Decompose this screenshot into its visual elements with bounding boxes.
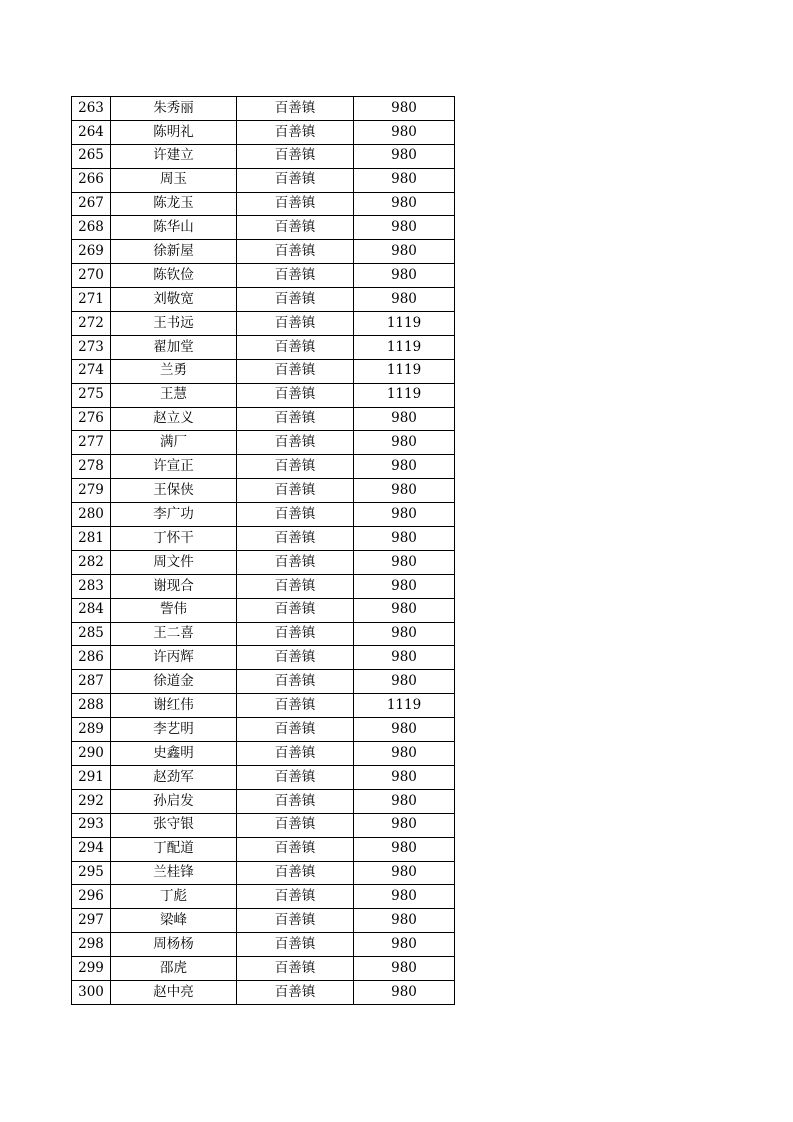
table-row: [72, 264, 455, 288]
table-row: [72, 742, 455, 766]
table-row: [72, 240, 455, 264]
name-cell: 丁怀干: [111, 527, 237, 551]
town-cell: 百善镇: [237, 264, 354, 288]
amount-cell: 980: [354, 97, 455, 121]
town-cell: 百善镇: [237, 455, 354, 479]
amount-cell: 980: [354, 861, 455, 885]
row-number-cell: 289: [72, 718, 111, 742]
table-row: [72, 431, 455, 455]
row-number-cell: 299: [72, 957, 111, 981]
name-cell: 徐新屋: [111, 240, 237, 264]
town-cell: 百善镇: [237, 312, 354, 336]
row-number-cell: 266: [72, 168, 111, 192]
name-cell: 丁配道: [111, 837, 237, 861]
name-cell: 张守银: [111, 813, 237, 837]
town-cell: 百善镇: [237, 431, 354, 455]
roster-table: [71, 96, 455, 1005]
name-cell: 周文件: [111, 550, 237, 574]
amount-cell: 980: [354, 885, 455, 909]
table-row: [72, 885, 455, 909]
amount-cell: 980: [354, 837, 455, 861]
table-row: [72, 550, 455, 574]
name-cell: 丁彪: [111, 885, 237, 909]
name-cell: 翟加堂: [111, 335, 237, 359]
name-cell: 刘敬宽: [111, 288, 237, 312]
row-number-cell: 275: [72, 383, 111, 407]
name-cell: 兰勇: [111, 359, 237, 383]
table-row: [72, 670, 455, 694]
table-row: [72, 407, 455, 431]
table-row: [72, 97, 455, 121]
town-cell: 百善镇: [237, 574, 354, 598]
row-number-cell: 288: [72, 694, 111, 718]
row-number-cell: 270: [72, 264, 111, 288]
town-cell: 百善镇: [237, 479, 354, 503]
name-cell: 李艺明: [111, 718, 237, 742]
row-number-cell: 286: [72, 646, 111, 670]
amount-cell: 980: [354, 813, 455, 837]
name-cell: 朱秀丽: [111, 97, 237, 121]
table-row: [72, 861, 455, 885]
name-cell: 兰桂锋: [111, 861, 237, 885]
table-row: [72, 909, 455, 933]
row-number-cell: 293: [72, 813, 111, 837]
amount-cell: 980: [354, 168, 455, 192]
town-cell: 百善镇: [237, 97, 354, 121]
table-row: [72, 503, 455, 527]
town-cell: 百善镇: [237, 240, 354, 264]
table-row: [72, 192, 455, 216]
name-cell: 满厂: [111, 431, 237, 455]
amount-cell: 1119: [354, 312, 455, 336]
name-cell: 邵虎: [111, 957, 237, 981]
town-cell: 百善镇: [237, 957, 354, 981]
amount-cell: 980: [354, 216, 455, 240]
row-number-cell: 277: [72, 431, 111, 455]
table-row: [72, 574, 455, 598]
table-row: [72, 527, 455, 551]
amount-cell: 980: [354, 957, 455, 981]
town-cell: 百善镇: [237, 407, 354, 431]
amount-cell: 980: [354, 407, 455, 431]
table-row: [72, 312, 455, 336]
row-number-cell: 269: [72, 240, 111, 264]
name-cell: 陈钦俭: [111, 264, 237, 288]
table-row: [72, 718, 455, 742]
name-cell: 赵劲军: [111, 765, 237, 789]
name-cell: 陈龙玉: [111, 192, 237, 216]
amount-cell: 980: [354, 933, 455, 957]
amount-cell: 980: [354, 288, 455, 312]
table-row: [72, 479, 455, 503]
amount-cell: 980: [354, 527, 455, 551]
table-row: [72, 288, 455, 312]
name-cell: 许建立: [111, 144, 237, 168]
table-row: [72, 789, 455, 813]
town-cell: 百善镇: [237, 765, 354, 789]
name-cell: 赵中亮: [111, 980, 237, 1004]
town-cell: 百善镇: [237, 670, 354, 694]
table-row: [72, 168, 455, 192]
amount-cell: 1119: [354, 694, 455, 718]
name-cell: 孙启发: [111, 789, 237, 813]
table-row: [72, 957, 455, 981]
name-cell: 许丙辉: [111, 646, 237, 670]
town-cell: 百善镇: [237, 144, 354, 168]
row-number-cell: 290: [72, 742, 111, 766]
table-row: [72, 813, 455, 837]
town-cell: 百善镇: [237, 837, 354, 861]
row-number-cell: 298: [72, 933, 111, 957]
row-number-cell: 273: [72, 335, 111, 359]
name-cell: 许宣正: [111, 455, 237, 479]
town-cell: 百善镇: [237, 646, 354, 670]
name-cell: 陈华山: [111, 216, 237, 240]
town-cell: 百善镇: [237, 503, 354, 527]
amount-cell: 1119: [354, 335, 455, 359]
name-cell: 王二喜: [111, 622, 237, 646]
name-cell: 王慧: [111, 383, 237, 407]
town-cell: 百善镇: [237, 598, 354, 622]
town-cell: 百善镇: [237, 527, 354, 551]
row-number-cell: 276: [72, 407, 111, 431]
town-cell: 百善镇: [237, 120, 354, 144]
name-cell: 周玉: [111, 168, 237, 192]
amount-cell: 980: [354, 742, 455, 766]
row-number-cell: 282: [72, 550, 111, 574]
row-number-cell: 279: [72, 479, 111, 503]
town-cell: 百善镇: [237, 622, 354, 646]
town-cell: 百善镇: [237, 288, 354, 312]
row-number-cell: 272: [72, 312, 111, 336]
table-row: [72, 455, 455, 479]
row-number-cell: 267: [72, 192, 111, 216]
amount-cell: 1119: [354, 359, 455, 383]
table-row: [72, 359, 455, 383]
table-row: [72, 694, 455, 718]
town-cell: 百善镇: [237, 742, 354, 766]
row-number-cell: 292: [72, 789, 111, 813]
row-number-cell: 283: [72, 574, 111, 598]
table-row: [72, 335, 455, 359]
table-row: [72, 622, 455, 646]
amount-cell: 1119: [354, 383, 455, 407]
town-cell: 百善镇: [237, 168, 354, 192]
amount-cell: 980: [354, 598, 455, 622]
town-cell: 百善镇: [237, 550, 354, 574]
amount-cell: 980: [354, 192, 455, 216]
table-row: [72, 765, 455, 789]
table-row: [72, 144, 455, 168]
name-cell: 谢现合: [111, 574, 237, 598]
amount-cell: 980: [354, 240, 455, 264]
name-cell: 訾伟: [111, 598, 237, 622]
amount-cell: 980: [354, 622, 455, 646]
row-number-cell: 264: [72, 120, 111, 144]
town-cell: 百善镇: [237, 359, 354, 383]
amount-cell: 980: [354, 264, 455, 288]
town-cell: 百善镇: [237, 885, 354, 909]
row-number-cell: 294: [72, 837, 111, 861]
amount-cell: 980: [354, 980, 455, 1004]
row-number-cell: 284: [72, 598, 111, 622]
row-number-cell: 278: [72, 455, 111, 479]
name-cell: 李广功: [111, 503, 237, 527]
town-cell: 百善镇: [237, 789, 354, 813]
table-row: [72, 383, 455, 407]
amount-cell: 980: [354, 765, 455, 789]
town-cell: 百善镇: [237, 694, 354, 718]
amount-cell: 980: [354, 718, 455, 742]
amount-cell: 980: [354, 909, 455, 933]
amount-cell: 980: [354, 120, 455, 144]
amount-cell: 980: [354, 431, 455, 455]
name-cell: 徐道金: [111, 670, 237, 694]
table-row: [72, 837, 455, 861]
row-number-cell: 274: [72, 359, 111, 383]
name-cell: 谢红伟: [111, 694, 237, 718]
row-number-cell: 263: [72, 97, 111, 121]
amount-cell: 980: [354, 646, 455, 670]
name-cell: 周杨杨: [111, 933, 237, 957]
town-cell: 百善镇: [237, 335, 354, 359]
town-cell: 百善镇: [237, 813, 354, 837]
row-number-cell: 296: [72, 885, 111, 909]
row-number-cell: 295: [72, 861, 111, 885]
town-cell: 百善镇: [237, 192, 354, 216]
town-cell: 百善镇: [237, 216, 354, 240]
roster-table-body: [72, 97, 455, 1005]
row-number-cell: 291: [72, 765, 111, 789]
town-cell: 百善镇: [237, 861, 354, 885]
name-cell: 史鑫明: [111, 742, 237, 766]
name-cell: 梁峰: [111, 909, 237, 933]
table-row: [72, 216, 455, 240]
amount-cell: 980: [354, 550, 455, 574]
amount-cell: 980: [354, 574, 455, 598]
row-number-cell: 271: [72, 288, 111, 312]
row-number-cell: 297: [72, 909, 111, 933]
table-row: [72, 598, 455, 622]
name-cell: 陈明礼: [111, 120, 237, 144]
row-number-cell: 265: [72, 144, 111, 168]
row-number-cell: 268: [72, 216, 111, 240]
name-cell: 赵立义: [111, 407, 237, 431]
town-cell: 百善镇: [237, 383, 354, 407]
row-number-cell: 280: [72, 503, 111, 527]
amount-cell: 980: [354, 789, 455, 813]
amount-cell: 980: [354, 479, 455, 503]
town-cell: 百善镇: [237, 909, 354, 933]
town-cell: 百善镇: [237, 980, 354, 1004]
town-cell: 百善镇: [237, 933, 354, 957]
row-number-cell: 287: [72, 670, 111, 694]
table-row: [72, 646, 455, 670]
amount-cell: 980: [354, 455, 455, 479]
table-row: [72, 980, 455, 1004]
amount-cell: 980: [354, 670, 455, 694]
name-cell: 王保侠: [111, 479, 237, 503]
name-cell: 王书远: [111, 312, 237, 336]
amount-cell: 980: [354, 144, 455, 168]
row-number-cell: 285: [72, 622, 111, 646]
row-number-cell: 300: [72, 980, 111, 1004]
table-row: [72, 120, 455, 144]
table-row: [72, 933, 455, 957]
row-number-cell: 281: [72, 527, 111, 551]
amount-cell: 980: [354, 503, 455, 527]
town-cell: 百善镇: [237, 718, 354, 742]
